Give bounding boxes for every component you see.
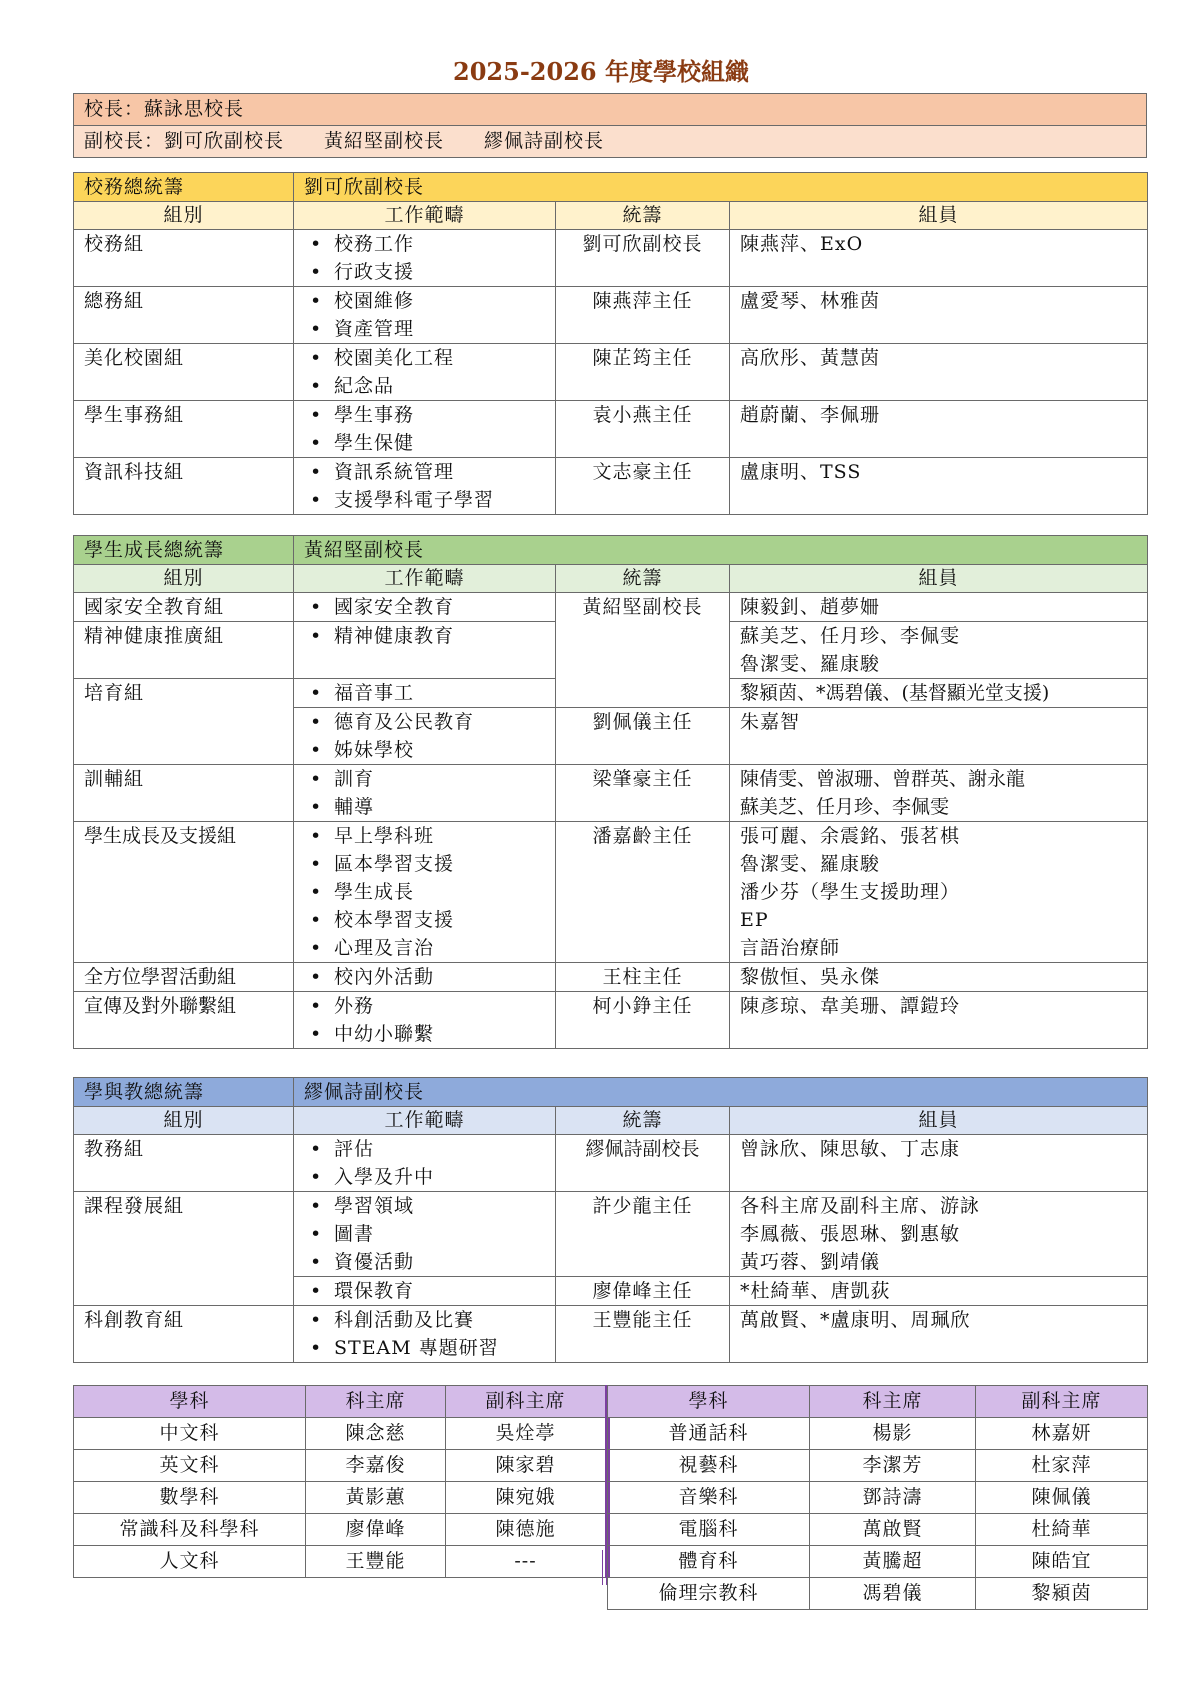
subject-row <box>74 1418 608 1450</box>
table-row <box>74 344 1148 401</box>
col-group: 組別 <box>74 1107 294 1135</box>
scope-item: • 德育及公民教育 <box>334 708 545 736</box>
group-cell: 資訊科技組 <box>74 458 294 515</box>
group-cell: 教務組 <box>74 1135 294 1192</box>
scope-cell <box>294 679 556 708</box>
scope-cell <box>294 765 556 822</box>
col-group: 組別 <box>74 565 294 593</box>
scope-cell <box>294 1277 556 1306</box>
group-cell: 科創教育組 <box>74 1306 294 1363</box>
subject-name: 普通話科 <box>608 1418 810 1450</box>
subject-deputy: 黎潁茵 <box>976 1578 1148 1610</box>
member-line: 魯潔雯、羅康駿 <box>740 653 881 675</box>
table-row <box>74 1135 1148 1192</box>
subjects-header-row <box>74 1386 608 1418</box>
member-line: 張可麗、余震銘、張茗棋 <box>740 825 961 847</box>
coord-cell: 劉可欣副校長 <box>556 230 730 287</box>
scope-item: • 區本學習支援 <box>334 850 545 878</box>
members-cell: 高欣彤、黃慧茵 <box>730 344 1148 401</box>
coord-cell: 柯小錚主任 <box>556 992 730 1049</box>
subjects-table-right <box>607 1385 1148 1610</box>
subject-deputy: 林嘉妍 <box>976 1418 1148 1450</box>
subject-deputy: 陳皓宜 <box>976 1546 1148 1578</box>
member-line: EP <box>740 909 769 931</box>
subject-head: 萬啟賢 <box>810 1514 976 1546</box>
group-cell: 學生事務組 <box>74 401 294 458</box>
members-cell: 曾詠欣、陳思敏、丁志康 <box>730 1135 1148 1192</box>
section-header: 學生成長總統籌 <box>74 536 294 565</box>
members-cell <box>730 822 1148 963</box>
coord-cell: 陳燕萍主任 <box>556 287 730 344</box>
subject-head: 黃騰超 <box>810 1546 976 1578</box>
member-line: 李鳳薇、張恩琳、劉惠敏 <box>740 1223 961 1245</box>
vice-principal-label: 副校長： <box>84 130 165 152</box>
subject-deputy: 杜家萍 <box>976 1450 1148 1482</box>
members-cell <box>730 1192 1148 1277</box>
col-scope: 工作範疇 <box>294 1107 556 1135</box>
scope-item: • 精神健康教育 <box>334 622 545 650</box>
column-header-row <box>74 1107 1148 1135</box>
subject-head: 楊影 <box>810 1418 976 1450</box>
scope-cell <box>294 992 556 1049</box>
subject-row <box>608 1418 1148 1450</box>
members-cell: 陳毅釗、趙夢姍 <box>730 593 1148 622</box>
subject-row <box>74 1546 608 1578</box>
group-cell: 國家安全教育組 <box>74 593 294 622</box>
scope-cell <box>294 401 556 458</box>
table-row <box>74 401 1148 458</box>
table-row <box>74 992 1148 1049</box>
table-row <box>74 963 1148 992</box>
col-coord: 統籌 <box>556 1107 730 1135</box>
subject-head: 李嘉俊 <box>306 1450 446 1482</box>
scope-cell <box>294 963 556 992</box>
col-members: 組員 <box>730 565 1148 593</box>
members-cell: *杜綺華、唐凱荻 <box>730 1277 1148 1306</box>
group-cell: 培育組 <box>74 679 294 765</box>
member-line: 蘇美芝、任月珍、李佩雯 <box>740 625 961 647</box>
vice-principal-cell <box>74 126 1147 158</box>
scope-item: • 校園美化工程 <box>334 344 545 372</box>
coord-cell: 文志豪主任 <box>556 458 730 515</box>
table-row <box>74 765 1148 822</box>
scope-item: • 圖書 <box>334 1220 545 1248</box>
coord-cell: 袁小燕主任 <box>556 401 730 458</box>
coord-cell: 許少龍主任 <box>556 1192 730 1277</box>
scope-cell <box>294 458 556 515</box>
subject-head: 李潔芳 <box>810 1450 976 1482</box>
section-lead: 劉可欣副校長 <box>294 173 1148 202</box>
scope-item: • 早上學科班 <box>334 822 545 850</box>
scope-item: • 國家安全教育 <box>334 593 545 621</box>
section-lead: 黃紹堅副校長 <box>294 536 1148 565</box>
members-cell: 萬啟賢、*盧康明、周珮欣 <box>730 1306 1148 1363</box>
subject-row <box>608 1578 1148 1610</box>
subject-row <box>608 1450 1148 1482</box>
group-cell: 課程發展組 <box>74 1192 294 1306</box>
coord-cell: 王柱主任 <box>556 963 730 992</box>
col-subject: 學科 <box>608 1386 810 1418</box>
scope-item: • 校園維修 <box>334 287 545 315</box>
member-line: 陳倩雯、曾淑珊、曾群英、謝永龍 <box>740 768 1026 790</box>
section-header: 校務總統籌 <box>74 173 294 202</box>
subject-row <box>608 1546 1148 1578</box>
growth-table <box>73 535 1148 1049</box>
group-cell: 校務組 <box>74 230 294 287</box>
scope-item: • 資產管理 <box>334 315 545 343</box>
scope-item: • 校務工作 <box>334 230 545 258</box>
subject-head: 王豐能 <box>306 1546 446 1578</box>
scope-item: • 中幼小聯繫 <box>334 1020 545 1048</box>
scope-cell <box>294 1135 556 1192</box>
group-cell: 美化校園組 <box>74 344 294 401</box>
scope-item: • 科創活動及比賽 <box>334 1306 545 1334</box>
scope-item: • 紀念品 <box>334 372 545 400</box>
teaching-table <box>73 1077 1148 1363</box>
subject-head: 鄧詩濤 <box>810 1482 976 1514</box>
members-cell: 陳彥琼、韋美珊、譚鎧玲 <box>730 992 1148 1049</box>
subject-head: 廖偉峰 <box>306 1514 446 1546</box>
members-cell: 盧愛琴、林雅茵 <box>730 287 1148 344</box>
members-cell: 黎傲恒、吳永傑 <box>730 963 1148 992</box>
col-members: 組員 <box>730 1107 1148 1135</box>
subject-name: 人文科 <box>74 1546 306 1578</box>
group-cell: 精神健康推廣組 <box>74 622 294 679</box>
section-lead: 繆佩詩副校長 <box>294 1078 1148 1107</box>
coord-cell: 梁肇豪主任 <box>556 765 730 822</box>
scope-item: • 外務 <box>334 992 545 1020</box>
scope-item: • 校本學習支援 <box>334 906 545 934</box>
members-cell <box>730 765 1148 822</box>
subject-name: 音樂科 <box>608 1482 810 1514</box>
scope-item: • 校內外活動 <box>334 963 545 991</box>
scope-item: • 行政支援 <box>334 258 545 286</box>
group-cell: 學生成長及支援組 <box>74 822 294 963</box>
subject-head: 馮碧儀 <box>810 1578 976 1610</box>
coord-cell: 陳芷筠主任 <box>556 344 730 401</box>
coord-cell: 廖偉峰主任 <box>556 1277 730 1306</box>
scope-item: • 學習領域 <box>334 1192 545 1220</box>
subject-name: 電腦科 <box>608 1514 810 1546</box>
scope-item: • 支援學科電子學習 <box>334 486 545 514</box>
member-line: 黃巧蓉、劉靖儀 <box>740 1251 881 1273</box>
subjects-table-left <box>73 1385 610 1578</box>
scope-cell <box>294 822 556 963</box>
col-coord: 統籌 <box>556 565 730 593</box>
subject-row <box>74 1514 608 1546</box>
scope-item: • 姊妹學校 <box>334 736 545 764</box>
subject-deputy: 杜綺華 <box>976 1514 1148 1546</box>
scope-item: • 學生成長 <box>334 878 545 906</box>
scope-item: • 福音事工 <box>334 679 545 707</box>
scope-cell <box>294 344 556 401</box>
subject-row <box>74 1482 608 1514</box>
scope-cell <box>294 1306 556 1363</box>
vice-principal-row <box>74 126 1147 158</box>
page-title: 2025-2026 年度學校組織 <box>453 57 749 86</box>
member-line: 各科主席及副科主席、游詠 <box>740 1195 981 1217</box>
subject-name: 常識科及科學科 <box>74 1514 306 1546</box>
col-subject: 學科 <box>74 1386 306 1418</box>
scope-item: • 評估 <box>334 1135 545 1163</box>
scope-item: • 心理及言治 <box>334 934 545 962</box>
table-row <box>74 458 1148 515</box>
scope-cell <box>294 230 556 287</box>
principal-cell: 校長：蘇詠思校長 <box>74 94 1147 126</box>
col-coord: 統籌 <box>556 202 730 230</box>
col-deputy: 副科主席 <box>976 1386 1148 1418</box>
subject-deputy: 陳家碧 <box>446 1450 608 1482</box>
subject-deputy: 陳佩儀 <box>976 1482 1148 1514</box>
scope-item: • 學生事務 <box>334 401 545 429</box>
subject-name: 英文科 <box>74 1450 306 1482</box>
admin-header-row <box>74 173 1148 202</box>
col-scope: 工作範疇 <box>294 202 556 230</box>
group-cell: 總務組 <box>74 287 294 344</box>
vice-principal-name: 黃紹堅副校長 <box>324 130 445 152</box>
column-header-row <box>74 565 1148 593</box>
coord-cell: 劉佩儀主任 <box>556 708 730 765</box>
subject-name: 倫理宗教科 <box>608 1578 810 1610</box>
group-cell: 宣傳及對外聯繫組 <box>74 992 294 1049</box>
section-header: 學與教總統籌 <box>74 1078 294 1107</box>
principal-row <box>74 94 1147 126</box>
scope-item: • 訓育 <box>334 765 545 793</box>
scope-item: • 資優活動 <box>334 1248 545 1276</box>
scope-cell <box>294 622 556 679</box>
scope-item: • 入學及升中 <box>334 1163 545 1191</box>
subject-deputy: 吳烇葶 <box>446 1418 608 1450</box>
members-cell: 盧康明、TSS <box>730 458 1148 515</box>
principal-table <box>73 93 1147 158</box>
members-cell: 陳燕萍、ExO <box>730 230 1148 287</box>
col-head: 科主席 <box>306 1386 446 1418</box>
members-cell: 趙蔚蘭、李佩珊 <box>730 401 1148 458</box>
subject-row <box>608 1514 1148 1546</box>
col-group: 組別 <box>74 202 294 230</box>
group-cell: 全方位學習活動組 <box>74 963 294 992</box>
subject-deputy: 陳宛娥 <box>446 1482 608 1514</box>
scope-item: • 輔導 <box>334 793 545 821</box>
subjects-header-row <box>608 1386 1148 1418</box>
member-line: 潘少芬（學生支援助理） <box>740 881 961 903</box>
subject-name: 數學科 <box>74 1482 306 1514</box>
teaching-header-row <box>74 1078 1148 1107</box>
subject-name: 中文科 <box>74 1418 306 1450</box>
scope-cell <box>294 1192 556 1277</box>
subject-head: 黃影蕙 <box>306 1482 446 1514</box>
scope-cell <box>294 593 556 622</box>
subject-deputy: 陳德施 <box>446 1514 608 1546</box>
scope-item: • 資訊系統管理 <box>334 458 545 486</box>
column-header-row <box>74 202 1148 230</box>
table-row <box>74 593 1148 622</box>
subject-row <box>608 1482 1148 1514</box>
vice-principal-name: 繆佩詩副校長 <box>484 130 605 152</box>
table-row <box>74 230 1148 287</box>
table-row <box>74 287 1148 344</box>
scope-cell <box>294 287 556 344</box>
subject-name: 體育科 <box>608 1546 810 1578</box>
coord-cell: 潘嘉齡主任 <box>556 822 730 963</box>
member-line: 魯潔雯、羅康駿 <box>740 853 881 875</box>
table-row <box>74 1306 1148 1363</box>
scope-item: • STEAM 專題研習 <box>334 1334 545 1362</box>
coord-cell: 黃紹堅副校長 <box>556 593 730 708</box>
member-line: 言語治療師 <box>740 937 841 959</box>
subject-head: 陳念慈 <box>306 1418 446 1450</box>
group-cell: 訓輔組 <box>74 765 294 822</box>
members-cell: 朱嘉智 <box>730 708 1148 765</box>
subject-name: 視藝科 <box>608 1450 810 1482</box>
scope-item: • 學生保健 <box>334 429 545 457</box>
subject-row <box>74 1450 608 1482</box>
subject-deputy: --- <box>446 1546 608 1578</box>
members-cell <box>730 622 1148 679</box>
scope-cell <box>294 708 556 765</box>
col-members: 組員 <box>730 202 1148 230</box>
table-row <box>74 1192 1148 1277</box>
vice-principal-name: 劉可欣副校長 <box>164 130 285 152</box>
members-cell: 黎潁茵、*馮碧儀、(基督顯光堂支援) <box>730 679 1148 708</box>
growth-header-row <box>74 536 1148 565</box>
col-scope: 工作範疇 <box>294 565 556 593</box>
member-line: 蘇美芝、任月珍、李佩雯 <box>740 796 950 818</box>
coord-cell: 繆佩詩副校長 <box>556 1135 730 1192</box>
coord-cell: 王豐能主任 <box>556 1306 730 1363</box>
col-head: 科主席 <box>810 1386 976 1418</box>
table-row <box>74 822 1148 963</box>
col-deputy: 副科主席 <box>446 1386 608 1418</box>
admin-table <box>73 172 1148 515</box>
scope-item: • 環保教育 <box>334 1277 545 1305</box>
